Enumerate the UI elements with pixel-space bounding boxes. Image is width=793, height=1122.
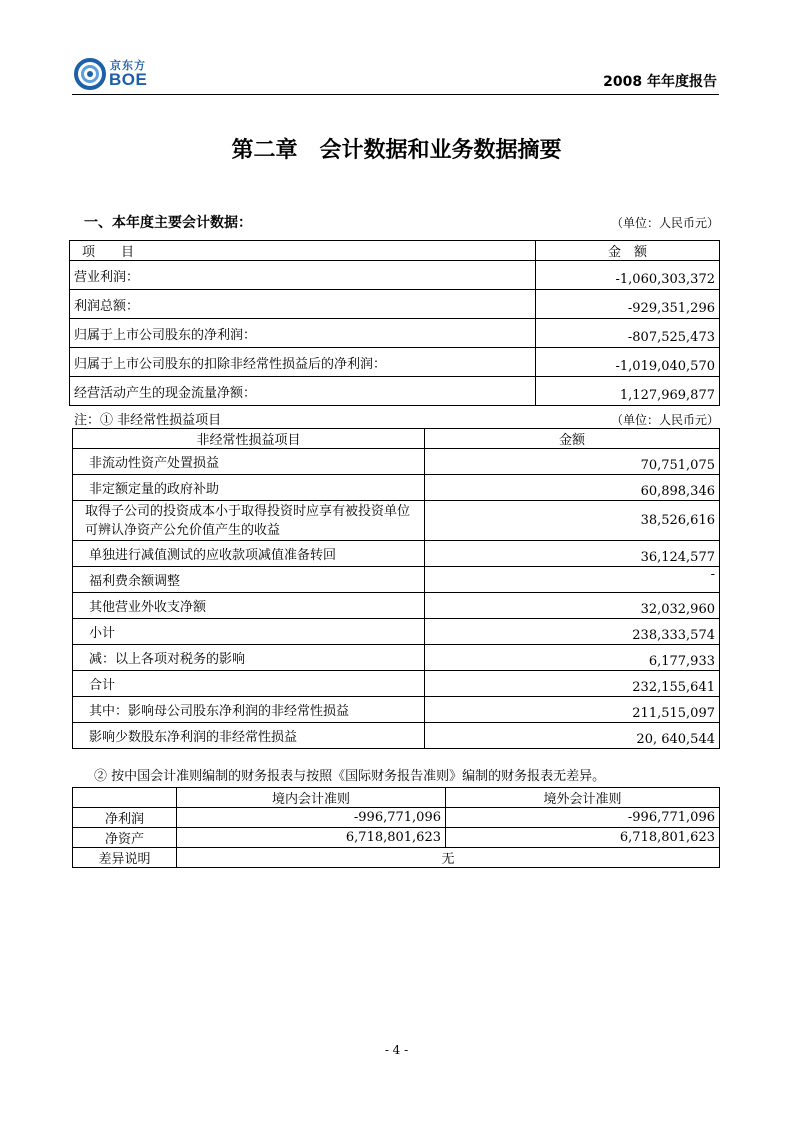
column-header-item: 非经常性损益项目 [73,429,425,449]
row-value: 32,032,960 [425,593,720,619]
boe-logo-mark-icon [74,58,106,90]
column-header-overseas: 境外会计准则 [446,788,720,808]
row-label: 归属于上市公司股东的净利润： [70,319,536,348]
column-header-domestic: 境内会计准则 [177,788,446,808]
row-overseas-value: 6,718,801,623 [446,828,720,848]
row-label: 福利费余额调整 [73,567,425,593]
table-row [70,290,720,319]
boe-logo [74,56,164,92]
row-label: 归属于上市公司股东的扣除非经常性损益后的净利润： [70,348,536,377]
row-value: 70,751,075 [425,449,720,475]
row-overseas-value: -996,771,096 [446,808,720,828]
row-label: 其中：影响母公司股东净利润的非经常性损益 [73,697,425,723]
table-row [70,319,720,348]
note1-title: 注：① 非经常性损益项目 [74,413,222,428]
column-header-amount: 金额 [425,429,720,449]
row-value: 232,155,641 [425,671,720,697]
row-value: 238,333,574 [425,619,720,645]
row-value: -1,060,303,372 [536,261,720,290]
column-header-amount: 金 额 [536,241,720,261]
table-row [73,619,720,645]
logo-english-text: BOE [109,70,148,89]
row-domestic-value: -996,771,096 [177,808,446,828]
row-value: - [425,567,720,593]
row-value: 211,515,097 [425,697,720,723]
row-value: 1,127,969,877 [536,377,720,406]
page-header [72,52,719,95]
row-value: -1,019,040,570 [536,348,720,377]
row-label: 取得子公司的投资成本小于取得投资时应享有被投资单位可辨认净资产公允价值产生的收益 [73,501,425,541]
row-label: 减：以上各项对税务的影响 [73,645,425,671]
row-label: 经营活动产生的现金流量净额： [70,377,536,406]
table-row [73,645,720,671]
table-row [73,593,720,619]
row-label: 差异说明 [73,848,177,868]
row-domestic-value: 6,718,801,623 [177,828,446,848]
non-recurring-items-table [72,428,720,749]
table-row [70,348,720,377]
row-label: 非流动性资产处置损益 [73,449,425,475]
table-header-row [70,241,720,261]
column-header-blank [73,788,177,808]
table-row [73,697,720,723]
row-label: 利润总额： [70,290,536,319]
row-label: 合计 [73,671,425,697]
chapter-title: 第二章 会计数据和业务数据摘要 [231,138,562,163]
row-value: 36,124,577 [425,541,720,567]
row-label: 营业利润： [70,261,536,290]
row-value: 20, 640,544 [425,723,720,749]
table-row [73,808,720,828]
note2-title: ② 按中国会计准则编制的财务报表与按照《国际财务报告准则》编制的财务报表无差异。 [94,769,606,784]
row-label: 非定额定量的政府补助 [73,475,425,501]
row-label: 单独进行减值测试的应收款项减值准备转回 [73,541,425,567]
difference-value: 无 [177,848,720,868]
unit-label-section1: （单位：人民币元） [610,216,719,230]
table-row [73,723,720,749]
row-value: 6,177,933 [425,645,720,671]
row-label: 净利润 [73,808,177,828]
row-value: -807,525,473 [536,319,720,348]
report-title: 2008 年年度报告 [603,74,717,90]
table-row [73,449,720,475]
table-header-row [73,429,720,449]
row-value: 38,526,616 [425,501,720,541]
logo-chinese-text: 京东方 [110,59,146,72]
table-header-row [73,788,720,808]
main-accounting-data-table [69,240,720,406]
row-value: -929,351,296 [536,290,720,319]
table-row [70,261,720,290]
table-row [73,541,720,567]
table-row [73,567,720,593]
table-row [73,501,720,541]
row-label: 影响少数股东净利润的非经常性损益 [73,723,425,749]
row-label: 其他营业外收支净额 [73,593,425,619]
table-row [70,377,720,406]
row-label: 小计 [73,619,425,645]
table-row [73,671,720,697]
table-row [73,475,720,501]
row-value: 60,898,346 [425,475,720,501]
table-row [73,848,720,868]
row-label: 净资产 [73,828,177,848]
column-header-item: 项 目 [70,241,536,261]
table-row [73,828,720,848]
section-title-main-data: 一、本年度主要会计数据： [84,215,252,231]
unit-label-note1: （单位：人民币元） [610,413,719,427]
page-number: - 4 - [384,1043,409,1057]
accounting-standards-comparison-table [72,787,720,868]
